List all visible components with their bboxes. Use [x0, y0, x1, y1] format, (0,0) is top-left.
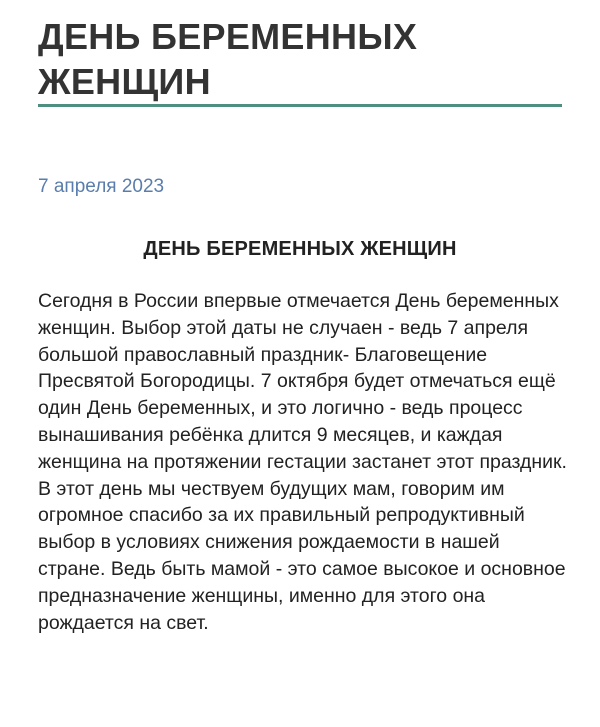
- title-divider: [38, 104, 562, 107]
- page-header: [38, 14, 563, 104]
- article-paragraph: В этот день мы чествуем будущих мам, говорим им огромное спасибо за их правильный репродуктивный выбор в условиях снижения рождаемости в нашей стране. Ведь быть мамой - это самое высокое и основное предназначение женщины, именно для этого она рождается на свет.: [38, 477, 566, 634]
- article-paragraph: Сегодня в России впервые отмечается День беременных женщин. Выбор этой даты не случаен - ведь 7 апреля большой православный праздник- Благовещение Пресвятой Богородицы. 7 октября будет отмечаться ещё один День беременных, и это логично - ведь процесс вынашивания ребёнка длится 9 месяцев, и каждая женщина на протяжении гестации застанет этот праздник.: [38, 290, 567, 473]
- article-body: [38, 288, 568, 636]
- publish-date: 7 апреля 2023: [38, 176, 165, 197]
- article-heading: ДЕНЬ БЕРЕМЕННЫХ ЖЕНЩИН: [143, 238, 457, 260]
- page-title: ДЕНЬ БЕРЕМЕННЫХ ЖЕНЩИН: [38, 16, 418, 102]
